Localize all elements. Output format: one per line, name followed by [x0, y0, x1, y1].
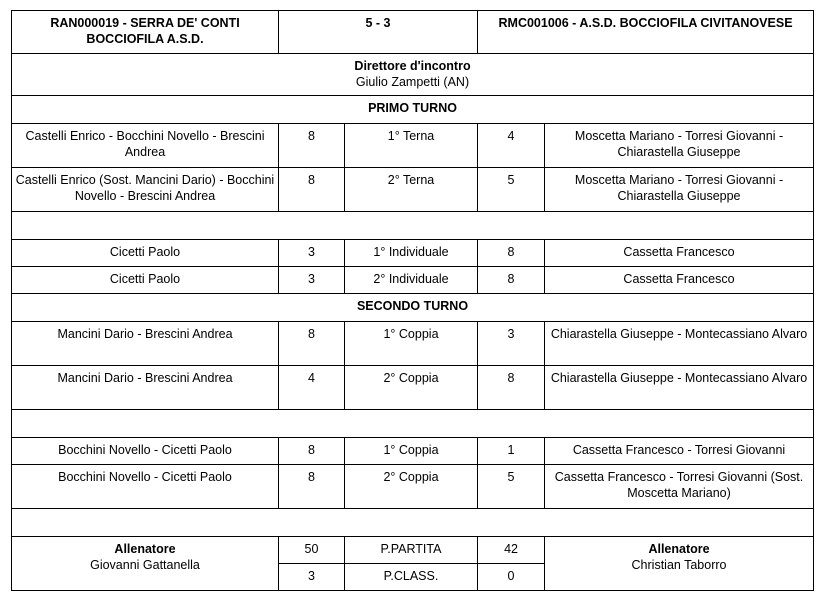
away-coach-cell	[545, 537, 814, 591]
away-score: 8	[478, 366, 545, 410]
partita-label: P.PARTITA	[345, 537, 478, 564]
game-type: 1° Coppia	[345, 438, 478, 465]
home-players: Cicetti Paolo	[12, 240, 279, 267]
director-name: Giulio Zampetti (AN)	[355, 75, 470, 89]
home-score: 8	[279, 124, 345, 168]
away-team-title: RMC001006 - A.S.D. BOCCIOFILA CIVITANOVESE	[478, 11, 814, 54]
away-score: 3	[478, 322, 545, 366]
game-type: 2° Coppia	[345, 465, 478, 509]
match-row	[12, 322, 814, 366]
game-type: 2° Coppia	[345, 366, 478, 410]
partita-home: 50	[279, 537, 345, 564]
turno2-title: SECONDO TURNO	[12, 294, 814, 322]
turno1-title: PRIMO TURNO	[12, 96, 814, 124]
spacer-row	[12, 212, 814, 240]
home-team-title: RAN000019 - SERRA DE' CONTI BOCCIOFILA A.S.D.	[12, 11, 279, 54]
home-coach-cell	[12, 537, 279, 591]
away-players: Cassetta Francesco	[545, 240, 814, 267]
partita-away: 42	[478, 537, 545, 564]
home-players: Bocchini Novello - Cicetti Paolo	[12, 438, 279, 465]
home-players: Mancini Dario - Brescini Andrea	[12, 322, 279, 366]
footer-row	[12, 537, 814, 564]
home-coach-name: Giovanni Gattanella	[90, 558, 200, 572]
away-score: 5	[478, 168, 545, 212]
game-type: 2° Individuale	[345, 267, 478, 294]
home-score: 4	[279, 366, 345, 410]
away-players: Moscetta Mariano - Torresi Giovanni - Chiarastella Giuseppe	[545, 124, 814, 168]
home-score: 8	[279, 465, 345, 509]
away-players: Moscetta Mariano - Torresi Giovanni - Chiarastella Giuseppe	[545, 168, 814, 212]
match-row	[12, 168, 814, 212]
section-header	[12, 96, 814, 124]
home-score: 3	[279, 267, 345, 294]
away-score: 4	[478, 124, 545, 168]
game-type: 1° Individuale	[345, 240, 478, 267]
class-away: 0	[478, 564, 545, 591]
home-players: Castelli Enrico (Sost. Mancini Dario) - Bocchini Novello - Brescini Andrea	[12, 168, 279, 212]
game-type: 1° Coppia	[345, 322, 478, 366]
away-players: Cassetta Francesco	[545, 267, 814, 294]
home-players: Castelli Enrico - Bocchini Novello - Brescini Andrea	[12, 124, 279, 168]
spacer-row	[12, 410, 814, 438]
final-score: 5 - 3	[279, 11, 478, 54]
home-coach-label: Allenatore	[114, 542, 176, 556]
section-header	[12, 294, 814, 322]
match-row	[12, 438, 814, 465]
class-label: P.CLASS.	[345, 564, 478, 591]
home-players: Cicetti Paolo	[12, 267, 279, 294]
away-players: Chiarastella Giuseppe - Montecassiano Alvaro	[545, 366, 814, 410]
home-score: 8	[279, 168, 345, 212]
director-row	[12, 54, 814, 96]
home-players: Mancini Dario - Brescini Andrea	[12, 366, 279, 410]
match-row	[12, 366, 814, 410]
spacer-row	[12, 509, 814, 537]
away-score: 8	[478, 267, 545, 294]
class-home: 3	[279, 564, 345, 591]
director-label: Direttore d'incontro	[354, 59, 471, 73]
home-score: 3	[279, 240, 345, 267]
game-type: 1° Terna	[345, 124, 478, 168]
match-row	[12, 267, 814, 294]
match-row	[12, 465, 814, 509]
away-score: 5	[478, 465, 545, 509]
away-players: Chiarastella Giuseppe - Montecassiano Alvaro	[545, 322, 814, 366]
match-row	[12, 124, 814, 168]
header-row	[12, 11, 814, 54]
home-players: Bocchini Novello - Cicetti Paolo	[12, 465, 279, 509]
home-score: 8	[279, 438, 345, 465]
away-score: 8	[478, 240, 545, 267]
away-players: Cassetta Francesco - Torresi Giovanni (Sost. Moscetta Mariano)	[545, 465, 814, 509]
away-players: Cassetta Francesco - Torresi Giovanni	[545, 438, 814, 465]
match-report-table	[11, 10, 814, 591]
away-coach-label: Allenatore	[648, 542, 710, 556]
home-score: 8	[279, 322, 345, 366]
director-cell	[12, 54, 814, 96]
away-coach-name: Christian Taborro	[631, 558, 727, 572]
away-score: 1	[478, 438, 545, 465]
game-type: 2° Terna	[345, 168, 478, 212]
match-row	[12, 240, 814, 267]
